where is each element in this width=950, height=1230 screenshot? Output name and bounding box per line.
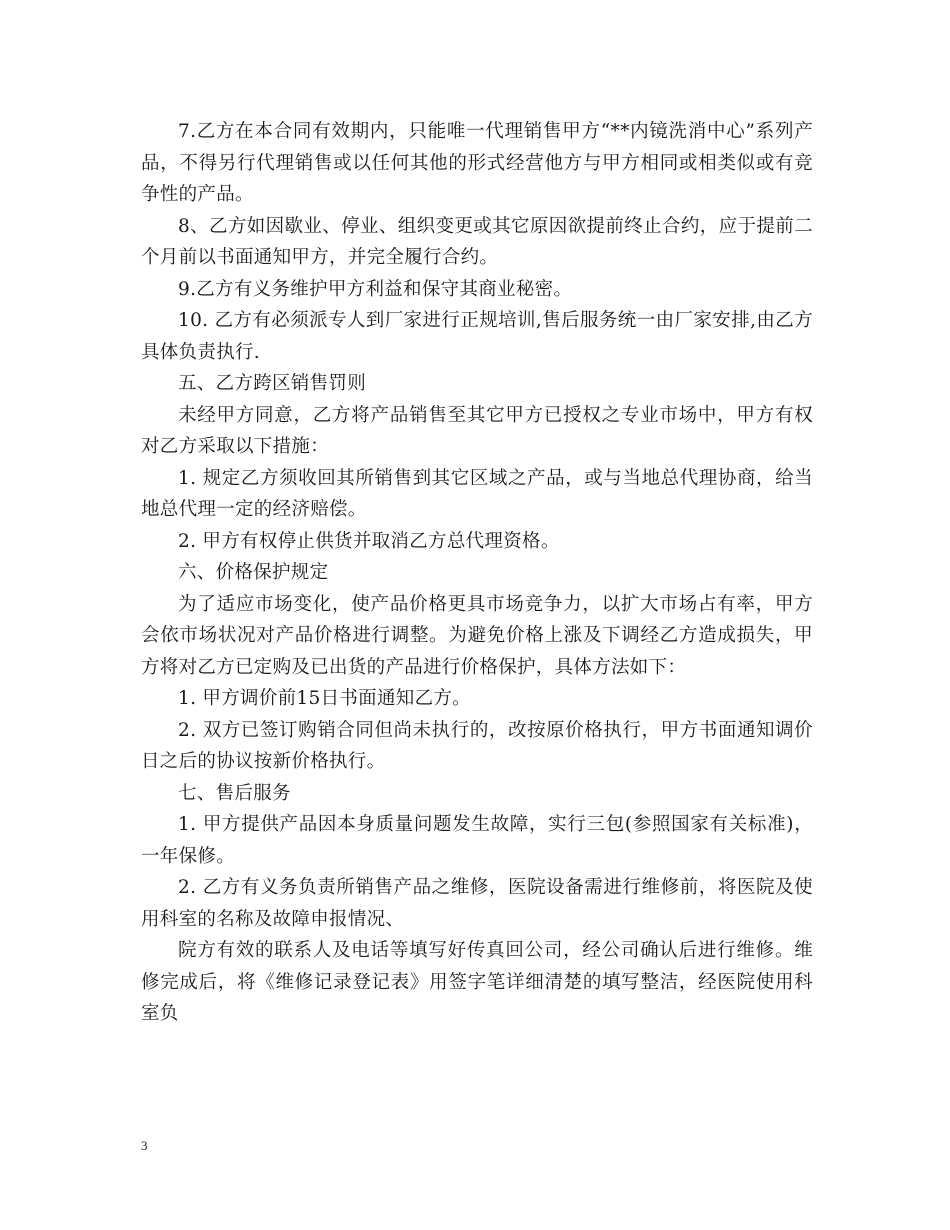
clause-10-paragraph: 10. 乙方有必须派专人到厂家进行正规培训,售后服务统一由厂家安排,由乙方具体负责执行.: [141, 310, 813, 363]
section-5-heading: 五、乙方跨区销售罚则: [178, 373, 367, 394]
section-5-intro: 未经甲方同意，乙方将产品销售至其它甲方已授权之专业市场中，甲方有权对乙方采取以下措施：: [141, 404, 813, 457]
section-5-item-1: 1. 规定乙方须收回其所销售到其它区域之产品，或与当地总代理协商，给当地总代理一定的经济赔偿。: [141, 467, 813, 520]
section-5-item-2: 2. 甲方有权停止供货并取消乙方总代理资格。: [178, 530, 560, 552]
section-7-item-2: 2. 乙方有义务负责所销售产品之维修，医院设备需进行维修前，将医院及使用科室的名称及故障申报情况、: [141, 877, 813, 930]
page-number: 3: [141, 1138, 148, 1153]
section-6-heading: 六、价格保护规定: [178, 562, 329, 583]
clause-9-paragraph: 9.乙方有义务维护甲方利益和保守其商业秘密。: [178, 278, 573, 300]
section-7-item-2-continued: 院方有效的联系人及电话等填写好传真回公司，经公司确认后进行维修。维修完成后，将《维修记录登记表》用签字笔详细清楚的填写整洁，经医院使用科室负: [141, 940, 813, 1024]
clause-8-paragraph: 8、乙方如因歇业、停业、组织变更或其它原因欲提前终止合约，应于提前二个月前以书面通知甲方，并完全履行合约。: [141, 215, 813, 268]
section-7-heading: 七、售后服务: [178, 782, 291, 804]
section-6-item-2: 2. 双方已签订购销合同但尚未执行的，改按原价格执行，甲方书面通知调价日之后的协议按新价格执行。: [141, 719, 813, 772]
section-7-item-1: 1. 甲方提供产品因本身质量问题发生故障，实行三包(参照国家有关标准)，一年保修。: [141, 814, 813, 867]
document-body: [141, 116, 813, 1030]
clause-7-paragraph: 7.乙方在本合同有效期内，只能唯一代理销售甲方“**内镜洗消中心”系列产品，不得另行代理销售或以任何其他的形式经营他方与甲方相同或相类似或有竞争性的产品。: [141, 121, 813, 205]
section-6-item-1: 1. 甲方调价前15日书面通知乙方。: [178, 688, 471, 709]
section-6-intro: 为了适应市场变化，使产品价格更具市场竞争力，以扩大市场占有率，甲方会依市场状况对产品价格进行调整。为避免价格上涨及下调经乙方造成损失，甲方将对乙方已定购及已出货的产品进行价格保护，具体方法如下：: [141, 593, 813, 678]
